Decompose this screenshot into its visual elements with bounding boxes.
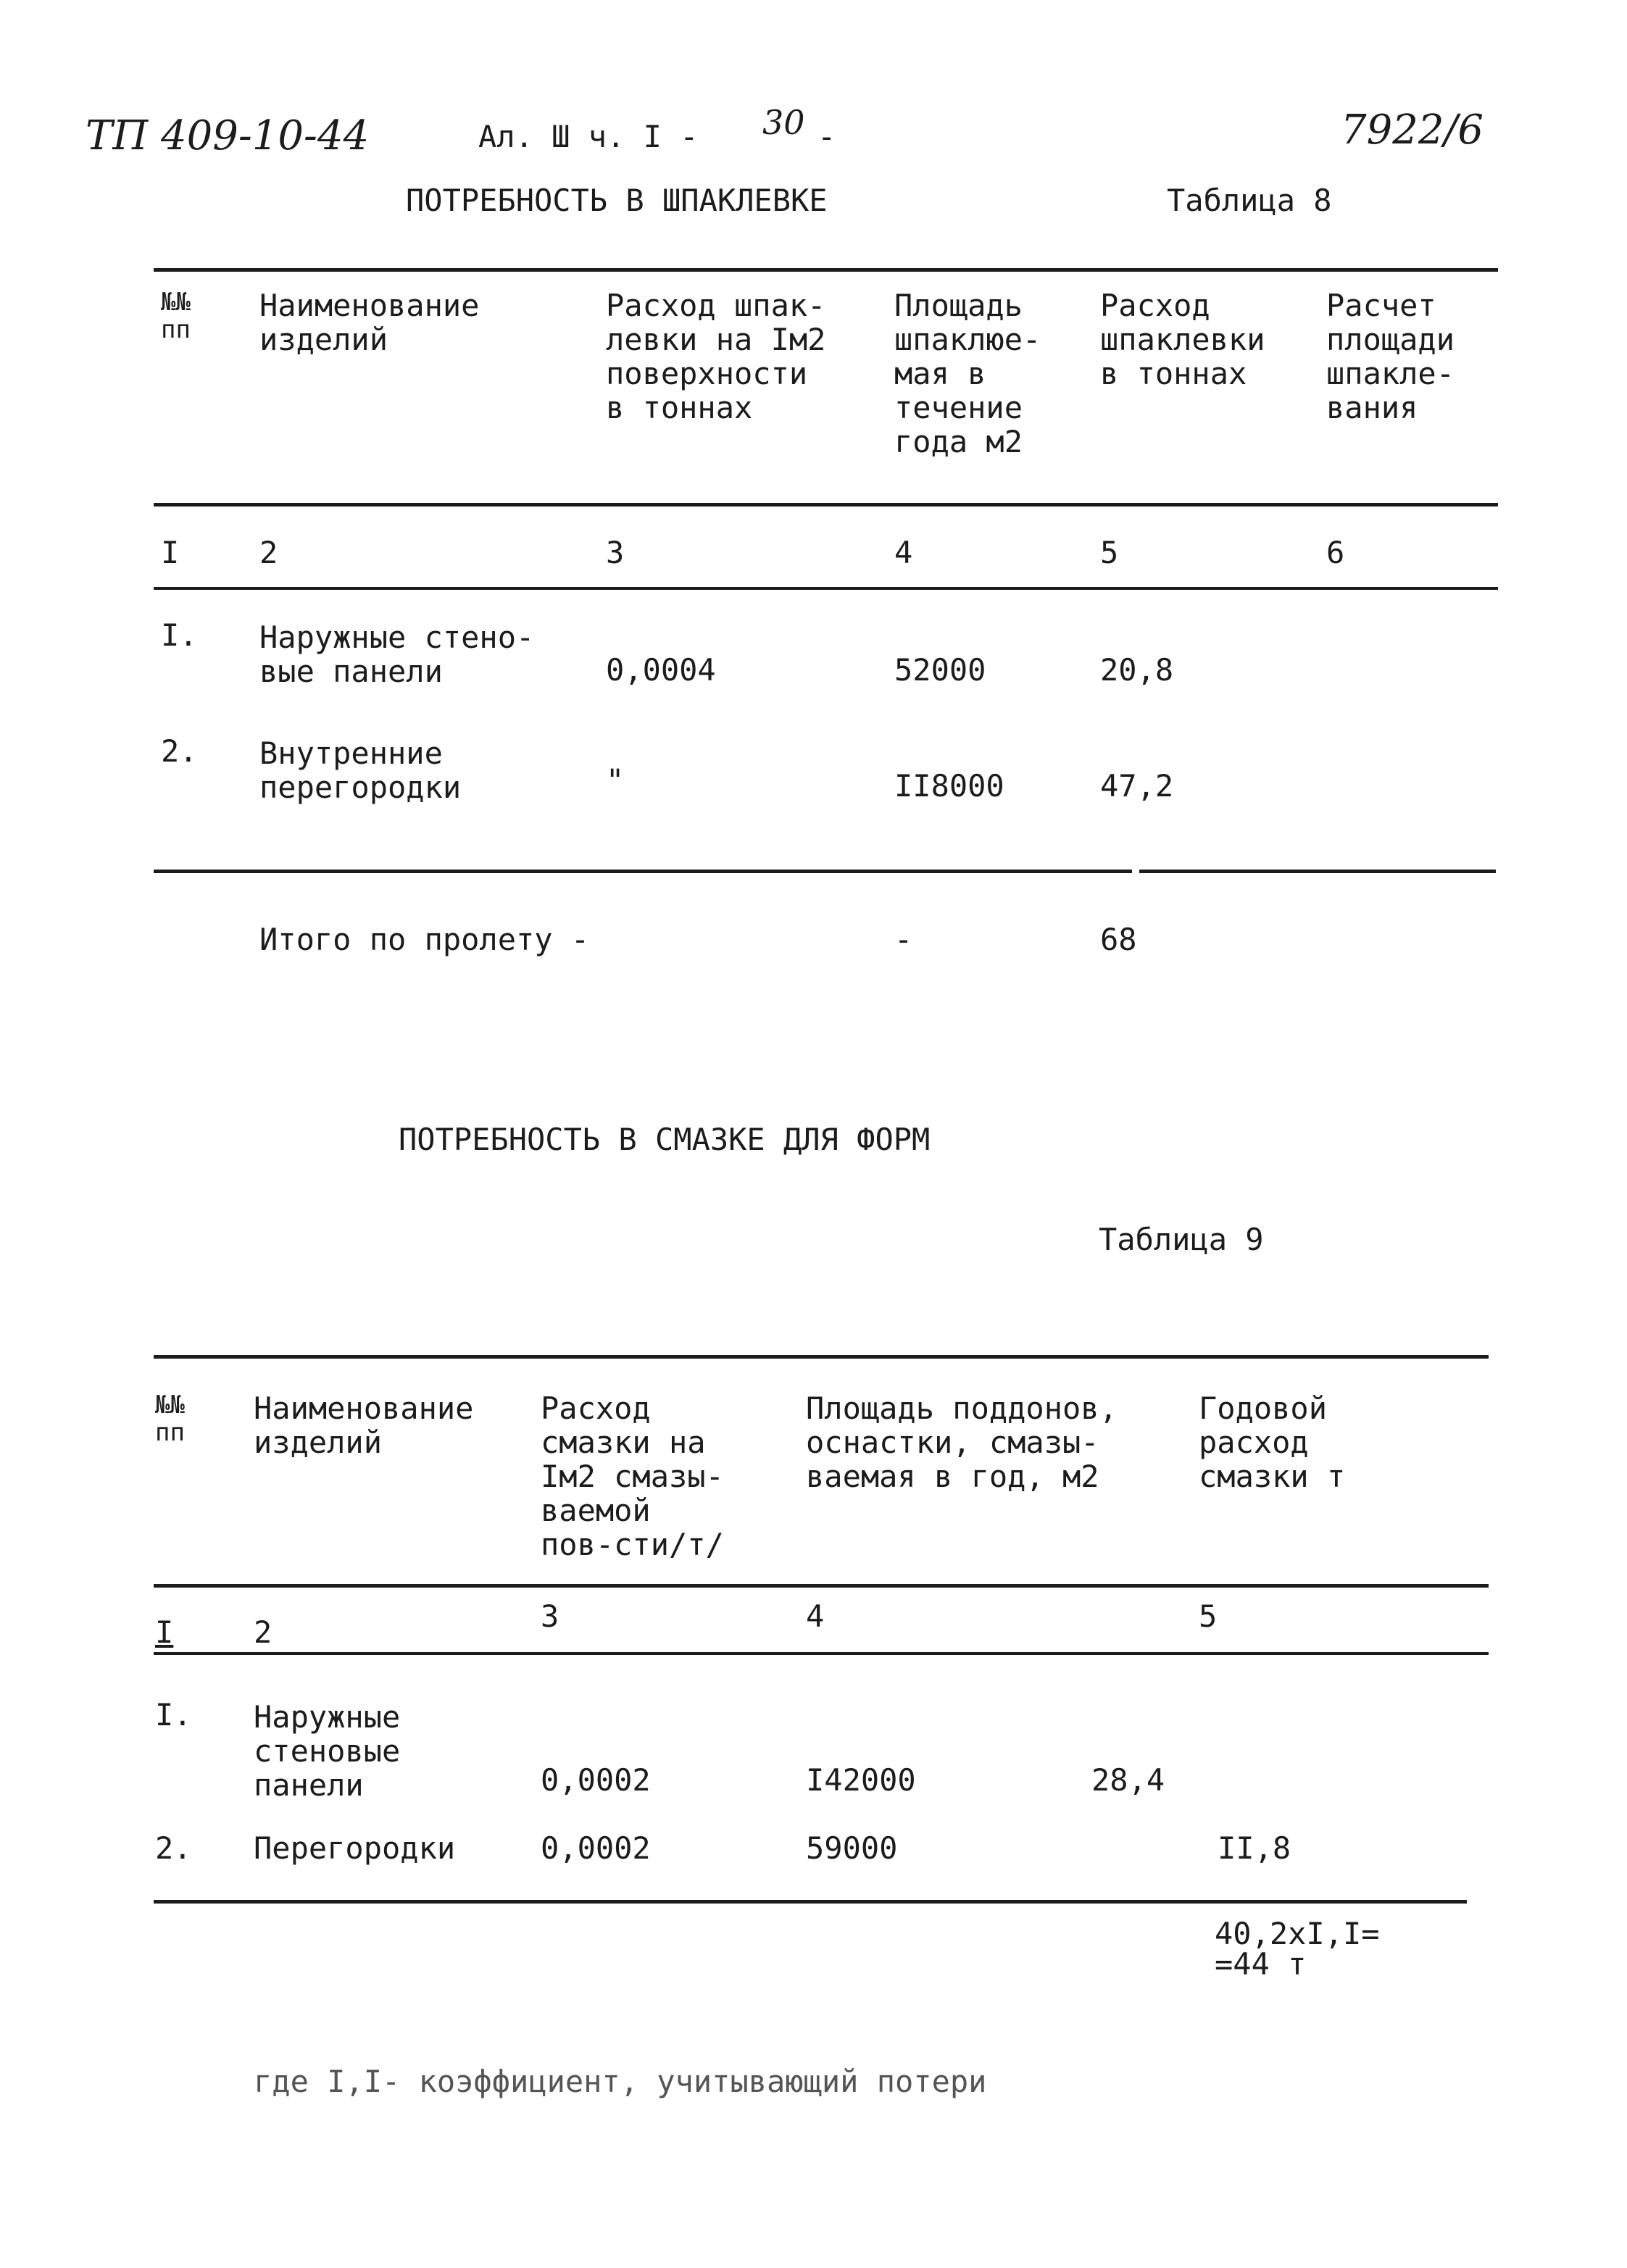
table8-header-name: Наименование изделий [259, 288, 480, 357]
table9-title: ПОТРЕБНОСТЬ В СМАЗКЕ ДЛЯ ФОРМ [399, 1122, 931, 1157]
table9-colnum-3: 3 [541, 1598, 559, 1634]
table9-label: Таблица 9 [1099, 1222, 1264, 1257]
table8-top-rule [154, 268, 1498, 272]
table9-row1-area: I42000 [806, 1762, 916, 1798]
table9-colnum-1: I [155, 1614, 174, 1650]
footnote: где I,I- коэффициент, учитывающий потери [254, 2064, 987, 2099]
table8-bottom-rule-right [1139, 870, 1496, 873]
table8-colnum-rule [154, 587, 1498, 590]
table8-row2-area: II8000 [894, 768, 1004, 804]
table8-bottom-rule-left [154, 870, 1132, 873]
table8-colnum-6: 6 [1326, 535, 1345, 570]
table9-bottom-rule [154, 1900, 1467, 1904]
table8-row1-name: Наружные стено- вые панели [259, 620, 535, 689]
table9-row2-num: 2. [155, 1830, 192, 1866]
table8-total-area: - [894, 922, 913, 957]
table8-colnum-2: 2 [259, 535, 278, 570]
table9-row2-rate: 0,0002 [541, 1830, 651, 1866]
album-reference: Ал. Ш ч. I - [478, 119, 699, 154]
table8-header-rule [154, 503, 1498, 506]
table8-total-amount: 68 [1100, 922, 1137, 957]
table8-header-num: №№ пп [161, 288, 191, 344]
table8-title: ПОТРЕБНОСТЬ В ШПАКЛЕВКЕ [406, 183, 828, 218]
table9-colnum-4: 4 [806, 1598, 825, 1634]
page-number-dash: - [817, 119, 836, 154]
page-number: 30 [762, 103, 805, 142]
table8-colnum-3: 3 [606, 535, 625, 570]
table9-header-amount: Годовой расход смазки т [1199, 1391, 1346, 1494]
table8-row1-amount: 20,8 [1100, 652, 1174, 688]
table8-row2-amount: 47,2 [1100, 768, 1174, 804]
table9-row1-rate: 0,0002 [541, 1762, 651, 1798]
table9-colnum-rule [154, 1652, 1489, 1655]
table9-row1-num: I. [155, 1697, 192, 1733]
table9-row1-name: Наружные стеновые панели [254, 1699, 401, 1803]
table8-row1-rate: 0,0004 [606, 652, 716, 688]
table9-header-area: Площадь поддонов, оснастки, смазы- ваемая в год, м2 [806, 1391, 1118, 1494]
table9-colnum-2: 2 [254, 1614, 272, 1650]
table9-header-rule [154, 1584, 1489, 1588]
table9-row2-area: 59000 [806, 1830, 898, 1866]
table9-header-name: Наименование изделий [254, 1391, 474, 1460]
table9-top-rule [154, 1355, 1489, 1359]
table9-header-rate: Расход смазки на Iм2 смазы- ваемой пов-сти/т/ [541, 1391, 724, 1562]
table8-label: Таблица 8 [1167, 183, 1332, 218]
table8-row1-num: I. [161, 617, 198, 653]
table8-header-rate: Расход шпак- левки на Iм2 поверхности в тоннах [606, 288, 826, 425]
table8-header-calc: Расчет площади шпакле- вания [1326, 288, 1455, 425]
table8-colnum-4: 4 [894, 535, 913, 570]
table8-header-amount: Расход шпаклевки в тоннах [1100, 288, 1265, 391]
table9-row1-amount: 28,4 [1091, 1762, 1165, 1798]
table8-total-label: Итого по пролету - [259, 922, 590, 957]
table8-colnum-1: I [161, 535, 180, 570]
table8-row1-area: 52000 [894, 652, 986, 688]
table8-row2-num: 2. [161, 733, 198, 769]
table9-header-num: №№ пп [155, 1391, 185, 1447]
table9-row2-name: Перегородки [254, 1830, 456, 1866]
table9-row2-amount: II,8 [1218, 1830, 1291, 1866]
table9-total: 40,2хI,I= =44 т [1215, 1916, 1380, 1982]
sheet-code: 7922/6 [1341, 107, 1484, 154]
table8-header-area: Площадь шпаклюе- мая в течение года м2 [894, 288, 1041, 459]
table8-row2-name: Внутренние перегородки [259, 735, 462, 805]
table8-row2-rate: " [606, 762, 625, 798]
document-code: ТП 409-10-44 [86, 112, 370, 159]
table8-colnum-5: 5 [1100, 535, 1119, 570]
table9-colnum-5: 5 [1199, 1598, 1218, 1634]
